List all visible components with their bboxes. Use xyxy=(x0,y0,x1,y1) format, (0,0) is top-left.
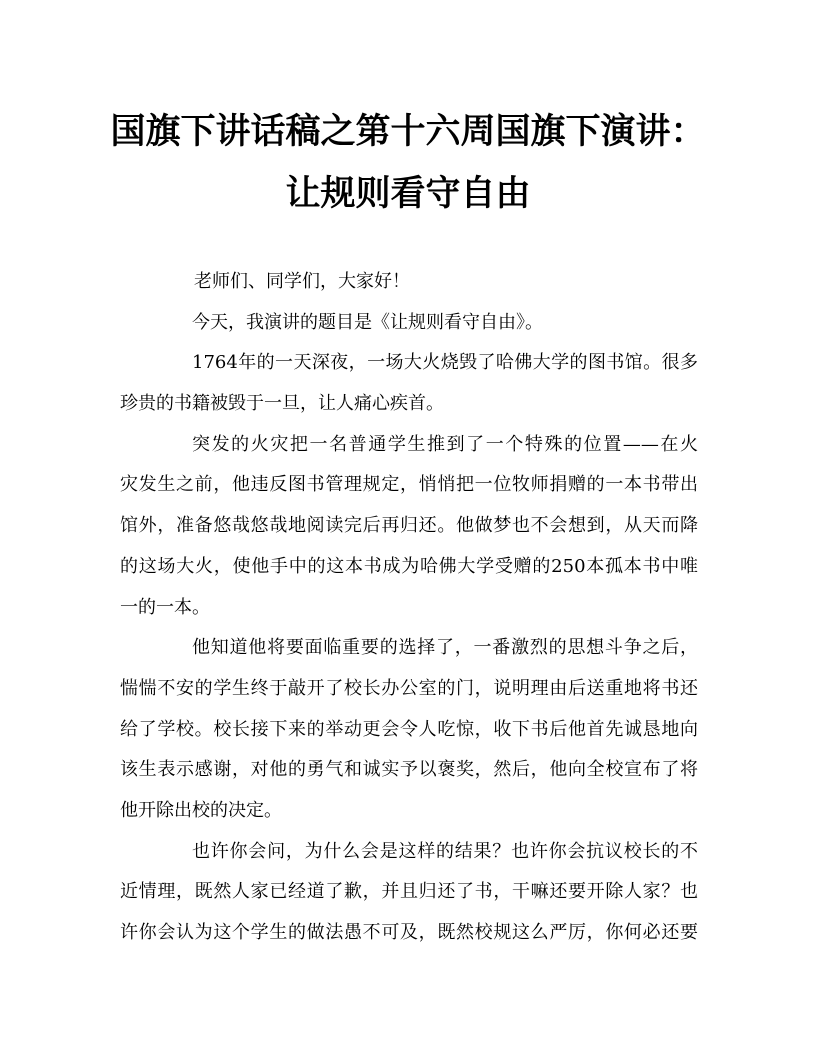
paragraph-line: 灾发生之前，他违反图书管理规定，悄悄把一位牧师捐赠的一本书带出 xyxy=(120,474,698,496)
paragraph-line: 惴惴不安的学生终于敲开了校长办公室的门，说明理由后送重地将书还 xyxy=(120,677,698,699)
paragraph-line: 该生表示感谢，对他的勇气和诚实予以褒奖，然后，他向全校宣布了将 xyxy=(120,759,698,781)
paragraph-line: 许你会认为这个学生的做法愚不可及，既然校规这么严厉，你何必还要 xyxy=(120,922,698,943)
paragraph-line: 今天，我演讲的题目是《让规则看守自由》。 xyxy=(192,311,543,333)
paragraph-line: 他知道他将要面临重要的选择了，一番激烈的思想斗争之后， xyxy=(192,637,698,659)
document-title-line-2: 让规则看守自由 xyxy=(285,173,531,214)
paragraph-line: 突发的火灾把一名普通学生推到了一个特殊的位置——在火 xyxy=(192,433,698,455)
paragraph-line: 珍贵的书籍被毁于一旦，让人痛心疾首。 xyxy=(120,393,444,415)
paragraph-line: 近情理，既然人家已经道了歉，并且归还了书，干嘛还要开除人家？也 xyxy=(120,881,698,903)
paragraph-line: 他开除出校的决定。 xyxy=(120,799,282,821)
paragraph-line: 给了学校。校长接下来的举动更会令人吃惊，收下书后他首先诚恳地向 xyxy=(120,718,698,740)
document-title-line-1: 国旗下讲话稿之第十六周国旗下演讲： xyxy=(110,111,706,152)
greeting-line: 老师们、同学们，大家好！ xyxy=(194,271,410,292)
paragraph-line: 一的一本。 xyxy=(120,596,210,618)
paragraph-line: 的这场大火，使他手中的这本书成为哈佛大学受赠的250本孤本书中唯 xyxy=(120,555,698,577)
paragraph-line: 馆外，准备悠哉悠哉地阅读完后再归还。他做梦也不会想到，从天而降 xyxy=(120,515,698,537)
document-body xyxy=(120,262,698,954)
paragraph-line: 也许你会问，为什么会是这样的结果？也许你会抗议校长的不 xyxy=(192,840,698,862)
paragraph-line: 1764年的一天深夜，一场大火烧毁了哈佛大学的图书馆。很多 xyxy=(192,352,698,374)
